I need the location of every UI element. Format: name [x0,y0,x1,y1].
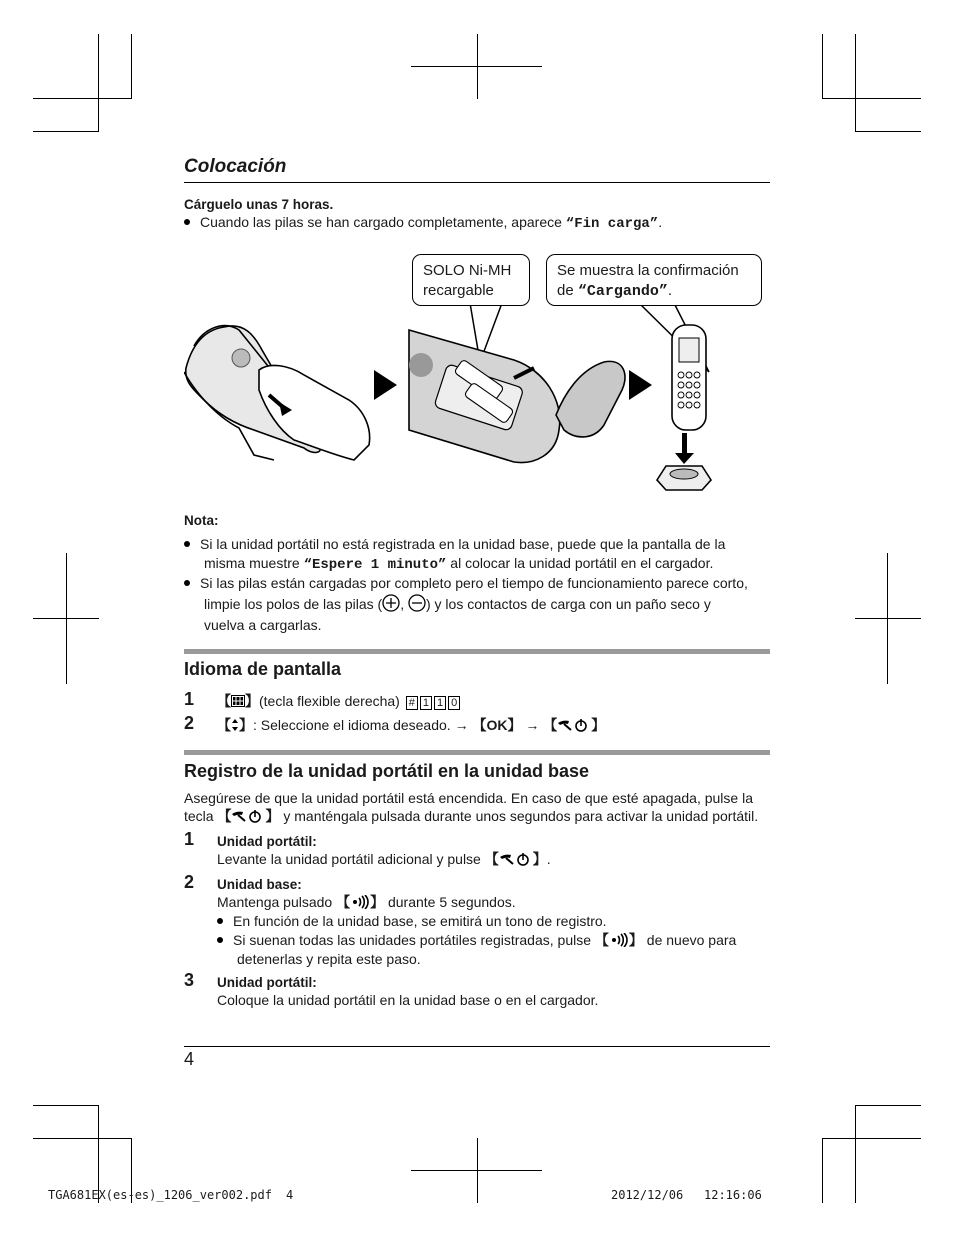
idioma-step-1: 1 【 】(tecla flexible derecha) # 1 1 0 [184,689,194,710]
page-title: Colocación [184,156,287,177]
footer-page: 4 [286,1188,294,1202]
header-rule [184,182,770,183]
key-1: 1 [434,696,446,710]
arrow-right-icon [374,370,397,400]
footer-date: 2012/12/06 [611,1188,684,1202]
handset-in-hand-drawing [184,326,370,460]
up-down-arrows-icon [231,718,239,732]
off-power-icon [499,852,533,866]
callout-cargando: Se muestra la confirmación de “Cargando”. [546,254,762,306]
registro-step-2-text: Mantenga pulsado 【 】 durante 5 segundos. [217,894,516,910]
registro-step-2-label: Unidad base: [217,877,302,892]
page-number: 4 [184,1049,195,1069]
charge-heading: Cárguelo unas 7 horas. [184,197,334,212]
locator-icon [609,933,629,947]
bullet-icon [184,541,190,547]
section-rule [184,750,770,755]
bullet-icon [217,918,223,924]
plus-pole-icon [382,594,400,612]
handset-on-charger-drawing [657,325,711,490]
ok-key-label: OK [486,717,508,733]
battery-compartment-drawing [409,330,625,463]
locator-icon [350,895,370,909]
section-title-idioma: Idioma de pantalla [184,659,342,679]
key-hash: # [406,696,418,710]
footer-file: TGA681EX(es-es)_1206_ver002.pdf [48,1188,272,1202]
arrow-right-icon [629,370,652,400]
registro-step-2-bullet-2: Si suenan todas las unidades portátiles registradas, pulse 【 】 de nuevo para detenerlas y repita este paso. [217,931,736,969]
idioma-step-2: 2 【 】: Seleccione el idioma deseado. → 【OK】 → 【 】 [184,713,606,733]
section-title-registro: Registro de la unidad portátil en la unidad base [184,761,590,781]
registro-step-1-text: Levante la unidad portátil adicional y pulse 【 】. [217,851,551,867]
footer-rule [184,1046,770,1047]
charge-bullet: Cuando las pilas se han cargado completamente, aparece “Fin carga”. [184,213,662,234]
off-power-icon [557,718,591,732]
registro-step-2-bullet-1: En función de la unidad base, se emitirá un tono de registro. [217,912,607,931]
key-0: 0 [448,696,460,710]
bullet-icon [184,580,190,586]
registro-step-1-label: Unidad portátil: [217,834,317,849]
off-power-icon [231,809,265,823]
registro-step-3-text: Coloque la unidad portátil en la unidad base o en el cargador. [217,992,599,1008]
key-1: 1 [420,696,432,710]
registro-step-3-label: Unidad portátil: [217,975,317,990]
callout-ni-mh: SOLO Ni-MH recargable [412,254,530,306]
note-item-2: Si las pilas están cargadas por completo pero el tiempo de funcionamiento parece corto, limpie los polos de las pilas ( , ) y los contactos de carga con un paño seco y vuelva a cargarlas. [184,573,770,636]
registro-intro: Asegúrese de que la unidad portátil está encendida. En caso de que esté apagada, pulse la tecla 【 】 y manténgala pulsada durante unos segundos para activar la unidad portátil. [184,790,759,824]
registro-step-3: 3 [184,970,195,990]
bullet-icon [184,219,190,225]
registro-step-1: 1 [184,829,195,849]
bullet-icon [217,937,223,943]
note-item-1: Si la unidad portátil no está registrada en la unidad base, puede que la pantalla de la misma muestre “Espere 1 minuto” al colocar la unidad portátil en el cargador. [184,535,770,575]
section-rule [184,649,770,654]
footer-time: 12:16:06 [704,1188,762,1202]
menu-grid-icon [231,695,245,707]
note-label: Nota: [184,513,219,528]
minus-pole-icon [408,594,426,612]
registro-step-2: 2 [184,872,195,892]
